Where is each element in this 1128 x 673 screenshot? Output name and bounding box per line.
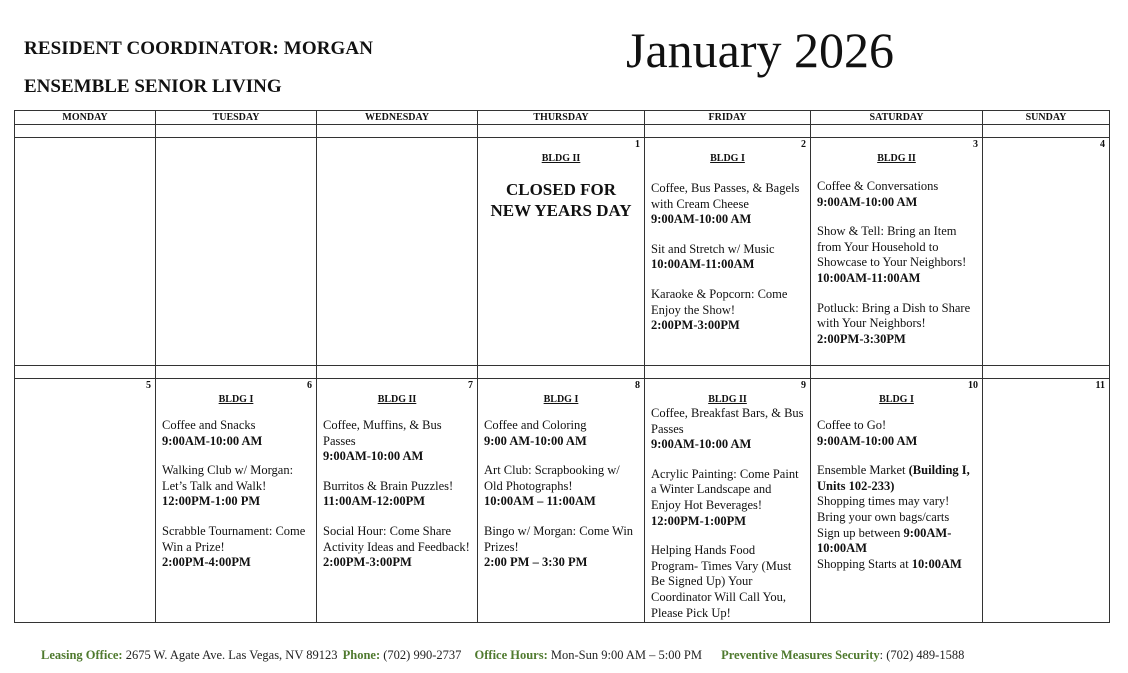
activity-title: Bingo w/ Morgan: Come Win Prizes!	[484, 523, 634, 554]
market-note: Bring your own bags/carts	[817, 509, 950, 524]
building-label: BLDG I	[879, 394, 914, 405]
building-label: BLDG I	[218, 394, 254, 405]
activity-title: Burritos & Brain Puzzles!	[323, 478, 454, 493]
activity-title: Helping Hands Food Program- Times Vary (Must Be Signed Up) Your Coordinator Will Call You, Please Pick Up!	[651, 543, 792, 620]
activity-item	[651, 181, 804, 228]
activity-title: Coffee and Coloring	[484, 418, 587, 432]
day-cell-6	[156, 379, 317, 623]
activity-time: 2:00 PM – 3:30 PM	[484, 555, 588, 570]
security-phone: : (702) 489-1588	[879, 648, 965, 662]
activity-title: Coffee and Snacks	[162, 418, 256, 432]
activity-item	[651, 543, 804, 621]
activity-time: 9:00AM-10:00 AM	[323, 449, 424, 464]
activity-item	[817, 301, 976, 348]
activity-time: 9:00AM-10:00 AM	[651, 212, 752, 227]
day-cell-5	[15, 379, 156, 623]
calendar-grid	[14, 110, 1110, 623]
activity-item	[323, 524, 471, 571]
day-cell-8	[478, 379, 645, 623]
day-number: 7	[468, 380, 473, 391]
month-title: January 2026	[626, 22, 894, 78]
day-number: 1	[635, 139, 640, 150]
building-label: BLDG I	[710, 153, 745, 164]
activity-time: 9:00AM-10:00 AM	[651, 437, 752, 452]
week-row-1	[15, 138, 1110, 366]
market-location: (Building I, Units 102-233)	[817, 463, 970, 493]
activity-item	[162, 463, 310, 510]
weekday-saturday: SATURDAY	[811, 111, 983, 125]
day-cell-11	[983, 379, 1110, 623]
market-start-time: 10:00AM	[911, 556, 962, 571]
weekday-tuesday: TUESDAY	[156, 111, 317, 125]
activity-item	[323, 418, 471, 465]
activity-title: Show & Tell: Bring an Item from Your Household to Showcase to Your Neighbors!	[817, 224, 967, 270]
weekday-thursday: THURSDAY	[478, 111, 645, 125]
activity-title: Sit and Stretch w/ Music	[651, 241, 775, 256]
activity-item	[651, 406, 804, 453]
phone-label: Phone:	[342, 648, 381, 662]
activity-item	[484, 418, 638, 449]
spacer-row	[15, 366, 1110, 379]
day-number: 10	[968, 380, 978, 391]
activity-item	[817, 418, 976, 449]
day-number: 9	[801, 380, 806, 391]
community-heading: ENSEMBLE SENIOR LIVING	[24, 76, 282, 97]
activity-time: 9:00AM-10:00 AM	[817, 433, 918, 448]
day-cell-10	[811, 379, 983, 623]
activity-title: Scrabble Tournament: Come Win a Prize!	[162, 523, 306, 554]
leasing-address: 2675 W. Agate Ave. Las Vegas, NV 89123	[125, 648, 338, 662]
activity-time: 10:00AM-11:00AM	[651, 257, 755, 272]
closed-notice: CLOSED FOR NEW YEARS DAY	[490, 180, 632, 220]
activity-time: 2:00PM-3:00PM	[651, 318, 740, 333]
weekday-wednesday: WEDNESDAY	[317, 111, 478, 125]
day-cell-7	[317, 379, 478, 623]
leasing-label: Leasing Office:	[41, 648, 123, 662]
building-label: BLDG II	[377, 394, 417, 405]
activity-time: 2:00PM-4:00PM	[162, 555, 251, 570]
weekday-sunday: SUNDAY	[983, 111, 1110, 125]
activity-item	[484, 524, 638, 571]
day-number: 6	[307, 380, 312, 391]
phone-value: (702) 990-2737	[383, 648, 462, 662]
day-cell-1	[478, 138, 645, 366]
market-start-label: Shopping Starts at	[817, 556, 909, 571]
day-number: 2	[801, 139, 806, 150]
footer-contact	[41, 648, 974, 663]
activity-time: 9:00AM-10:00 AM	[162, 433, 263, 448]
empty-day-cell	[156, 138, 317, 366]
activity-time: 2:00PM-3:30PM	[817, 331, 906, 346]
activity-item	[817, 179, 976, 210]
activity-item	[323, 479, 471, 510]
activity-title: Coffee, Muffins, & Bus Passes	[323, 418, 442, 448]
activity-time: 9:00AM-10:00 AM	[817, 194, 918, 209]
activity-time: 11:00AM-12:00PM	[323, 494, 426, 509]
activity-time: 12:00PM-1:00 PM	[162, 494, 261, 509]
day-cell-3	[811, 138, 983, 366]
day-cell-9	[645, 379, 811, 623]
market-signup-time: 9:00AM-10:00AM	[817, 525, 952, 556]
activity-time: 10:00AM-11:00AM	[817, 270, 921, 285]
activity-time: 10:00AM – 11:00AM	[484, 494, 596, 509]
activity-title: Karaoke & Popcorn: Come Enjoy the Show!	[651, 286, 788, 317]
weekday-header-row	[15, 111, 1110, 125]
building-label: BLDG II	[541, 153, 581, 164]
hours-label: Office Hours:	[474, 648, 548, 662]
activity-title: Coffee & Conversations	[817, 179, 939, 193]
activity-item	[162, 418, 310, 449]
empty-day-cell	[317, 138, 478, 366]
activity-title: Art Club: Scrapbooking w/ Old Photographs!	[484, 463, 620, 493]
day-number: 11	[1095, 380, 1105, 391]
building-label: BLDG II	[877, 153, 916, 164]
market-note: Shopping times may vary!	[817, 494, 950, 509]
day-number: 3	[973, 139, 978, 150]
activity-time: 2:00PM-3:00PM	[323, 555, 412, 570]
activity-item	[651, 287, 804, 334]
day-cell-4	[983, 138, 1110, 366]
day-cell-2	[645, 138, 811, 366]
activity-title: Coffee, Breakfast Bars, & Bus Passes	[651, 406, 804, 436]
empty-day-cell	[15, 138, 156, 366]
day-number: 8	[635, 380, 640, 391]
building-label: BLDG I	[543, 394, 579, 405]
activity-title: Walking Club w/ Morgan: Let’s Talk and Walk!	[162, 463, 294, 493]
weekday-monday: MONDAY	[15, 111, 156, 125]
day-number: 5	[146, 380, 151, 391]
activity-item	[484, 463, 638, 510]
activity-item	[651, 242, 804, 273]
activity-item	[651, 467, 804, 529]
activity-title: Coffee to Go!	[817, 418, 887, 432]
activity-item	[817, 224, 976, 286]
activity-title: Coffee, Bus Passes, & Bagels with Cream Cheese	[651, 181, 800, 211]
market-signup-label: Sign up between	[817, 525, 901, 540]
activity-time: 12:00PM-1:00PM	[651, 513, 747, 528]
activity-title: Potluck: Bring a Dish to Share with Your Neighbors!	[817, 300, 971, 331]
day-number: 4	[1100, 139, 1105, 150]
building-label: BLDG II	[708, 394, 747, 405]
coordinator-heading: RESIDENT COORDINATOR: MORGAN	[24, 38, 374, 59]
activity-time: 9:00 AM-10:00 AM	[484, 433, 587, 448]
spacer-row	[15, 125, 1110, 138]
activity-item	[162, 524, 310, 571]
market-title: Ensemble Market	[817, 463, 906, 478]
security-label: Preventive Measures Security	[721, 648, 880, 662]
hours-value: Mon-Sun 9:00 AM – 5:00 PM	[550, 648, 702, 662]
market-activity	[817, 463, 976, 572]
week-row-2	[15, 379, 1110, 623]
activity-title: Social Hour: Come Share Activity Ideas and Feedback!	[323, 523, 470, 554]
activity-title: Acrylic Painting: Come Paint a Winter Landscape and Enjoy Hot Beverages!	[651, 466, 799, 512]
weekday-friday: FRIDAY	[645, 111, 811, 125]
